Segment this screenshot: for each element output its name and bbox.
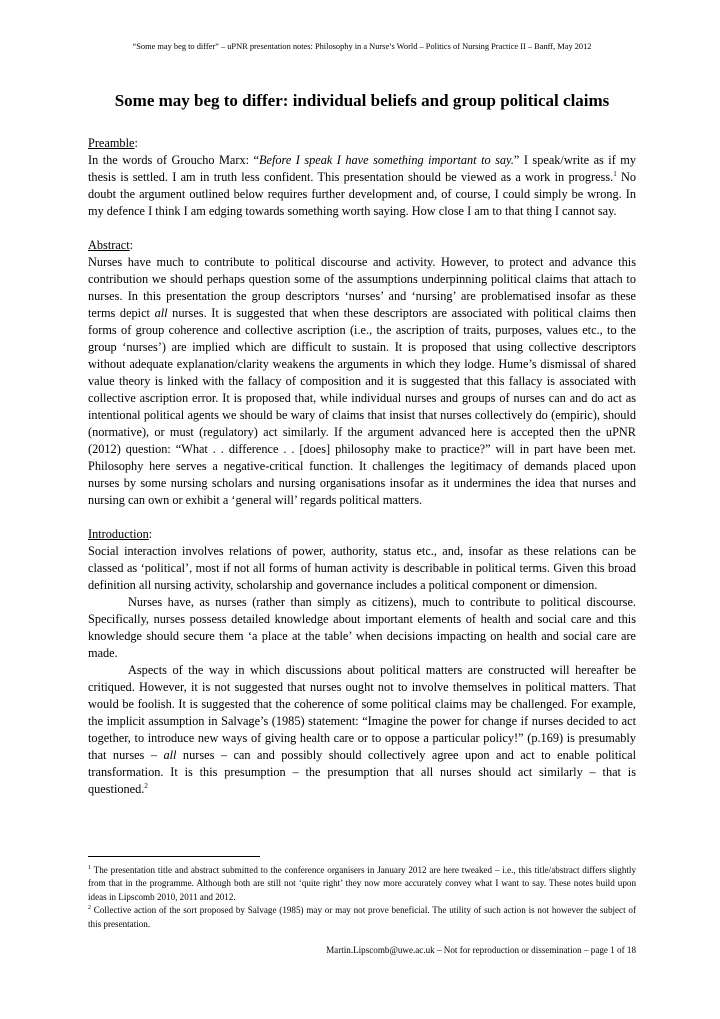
document-title: Some may beg to differ: individual beliefs and group political claims <box>114 91 610 110</box>
groucho-quote: Before I speak I have something important to say. <box>258 153 514 167</box>
preamble-paragraph: In the words of Groucho Marx: “Before I speak I have something important to say.” I speak/write as if my thesis is settled. I am in truth less confident. This presentation should be viewed as a work in progress.$^1$ No doubt the argument outlined below requires further development and, of course, I could simply be wrong. In my defence I think I am edging towards something worth saying. How close I am to that thing I cannot say. <box>88 153 637 218</box>
abstract-paragraph: Nurses have much to contribute to political discourse and activity. However, to protect and advance this contribution we should perhaps question some of the assumptions underpinning political claims that attach to nurses. In this presentation the group descriptors ‘nurses’ and ‘nursing’ are problematised insofar as these terms depict all nurses. It is suggested that when these descriptors are associated with political claims then forms of group coherence and collective ascription (i.e., the ascription of traits, purposes, values etc., to the group ‘nurses’) are implied which are difficult to sustain. It is proposed that using collective descriptors without adequate explanation/clarity weakens the arguments in which they lodge. Hume’s dismissal of shared value theory is linked with the fallacy of composition and it is suggested that this fallacy is associated with collective ascription error. It is proposed that, while individual nurses and groups of nurses can and do act as intentional political agents we should be wary of claims that insist that nurses collectively do (empiric), should (normative), or must (regulatory) act similarly. If the argument advanced here is accepted then the uPNR (2012) question: “What . . difference . . [does] philosophy make to practice?” will in part have been met. Philosophy here serves a negative-critical function. It challenges the legitimacy of demands placed upon nurses by some nursing scholars and nursing organisations insofar as it undermines the idea that nurses and nursing can own or exhibit a ‘general will’ regards political matters. <box>88 255 636 507</box>
introduction-paragraph-3: Aspects of the way in which discussions about political matters are constructed will hereafter be critiqued. However, it is not suggested that nurses ought not to involve themselves in political matters. That would be foolish. It is suggested that the coherence of some political claims may be challenged. For example, the implicit assumption in Salvage’s (1985) statement: “Imagine the power for change if nurses decided to act together, to introduce new ways of giving health care or to oppose a particular policy!” (p.169) is presumably that nurses – all nurses – can and possibly should collectively agree upon and act to enable political transformation. It is this presumption – the presumption that all nurses should act similarly – that is questioned.$^2$ <box>88 663 637 796</box>
preamble-heading-label: Preamble <box>88 136 135 150</box>
introduction-heading: Introduction: <box>88 527 153 541</box>
footnote-marker: 1 <box>88 864 91 871</box>
abstract-heading-label: Abstract <box>88 238 130 252</box>
footnote-ref-1[interactable]: 1 <box>613 169 617 178</box>
page-footer: Martin.Lipscomb@uwe.ac.uk – Not for reproduction or dissemination – page 1 of 18 <box>326 945 636 955</box>
abstract-emphasis: all <box>154 306 168 320</box>
body-text <box>88 135 636 798</box>
introduction-paragraph-1: Social interaction involves relations of power, authority, status etc., and, insofar as these relations can be classed as ‘political’, most if not all forms of human activity is describable in political terms. Given this broad definition all nursing activity, scholarship and governance includes a political component or dimension. <box>88 544 636 592</box>
abstract-heading: Abstract: <box>88 238 134 252</box>
footnote-2: $^2$ Collective action of the sort proposed by Salvage (1985) may or may not prove beneficial. The utility of such action is not however the subject of this presentation. <box>88 905 636 929</box>
footnote-separator <box>88 856 260 857</box>
footnote-ref-2[interactable]: 2 <box>144 781 148 790</box>
introduction-heading-label: Introduction <box>88 527 149 541</box>
footnote-1: $^1$ The presentation title and abstract submitted to the conference organisers in January 2012 are here tweaked – i.e., this title/abstract differs slightly from that in the programme. Although both are still not ‘quite right’ they now more accurately convey what I want to say. These notes build upon ideas in Lipscomb 2010, 2011 and 2012. <box>88 864 636 902</box>
footnotes <box>88 864 636 931</box>
introduction-emphasis: all <box>163 748 177 762</box>
introduction-paragraph-2: Nurses have, as nurses (rather than simply as citizens), much to contribute to political discourse. Specifically, nurses possess detailed knowledge about important elements of health and social care and this knowledge should secure them ‘a place at the table’ when decisions impacting on health and social care are made. <box>88 595 636 660</box>
running-head: “Some may beg to differ” – uPNR presentation notes: Philosophy in a Nurse’s World – Politics of Nursing Practice II – Banff, May 2012 <box>132 42 592 51</box>
footnote-marker: 2 <box>88 905 91 912</box>
preamble-heading: Preamble: <box>88 136 138 150</box>
